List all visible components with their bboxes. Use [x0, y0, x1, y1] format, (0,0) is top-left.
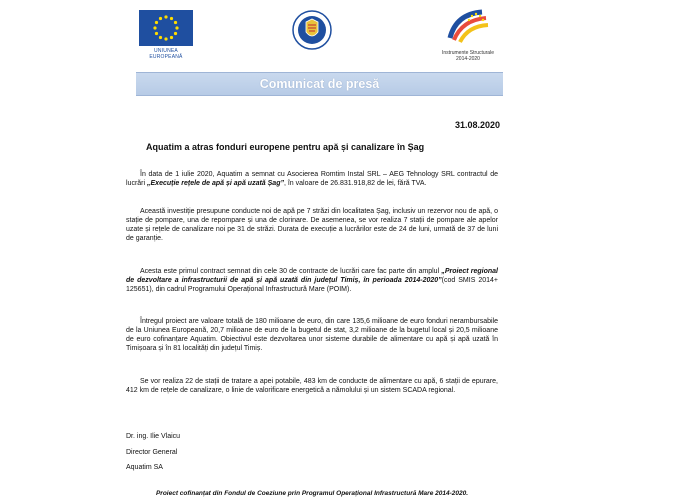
structural-instruments-icon: [446, 8, 490, 44]
paragraph-project-value: Întregul proiect are valoare totală de 180 milioane de euro, din care 135,6 milioane de euro fonduri nerambursabile de la Uniunea Europeană, 20,7 milioane de euro de la bugetul de stat, 3,2 milioane de la bugetul local și 20,5 milioane de euro cofinanțare Aquatim. Obiectivul este dezvoltarea unor sisteme durabile de alimentare cu apă și apă uzată în Timișoara și în 81 localități din județul Timiș.: [126, 318, 498, 352]
paragraph-works-summary: Se vor realiza 22 de stații de tratare a apei potabile, 483 km de conducte de alimentare cu apă, 6 stații de epurare, 412 km de rețele de canalizare, o linie de valorificare energetică a nămolului și un sistem SCADA regional.: [126, 378, 498, 394]
release-date: 31.08.2020: [454, 120, 500, 130]
eu-star-icon: [164, 37, 167, 40]
footer-cofinancing-note: Proiect cofinanțat din Fondul de Coeziune prin Programul Operațional Infrastructură Mare 2014-2020.: [155, 490, 469, 497]
signatory-name: Dr. ing. Ilie Vlaicu: [126, 433, 181, 440]
banner-title: Comunicat de presă: [259, 77, 380, 91]
press-release-banner: [136, 72, 503, 96]
signatory-company: Aquatim SA: [126, 464, 163, 471]
structural-instruments-label: Instrumente Structurale 2014-2020: [442, 50, 494, 62]
eu-star-icon: [170, 36, 173, 39]
eu-star-icon: [153, 26, 156, 29]
signatory-role: Director General: [126, 449, 178, 456]
paragraph-regional-project: Acesta este primul contract semnat din cele 30 de contracte de lucrări care fac parte din amplul „Proiect regional de dezvoltare a infrastructurii de apă și apă uzată din județul Timiș, în perioada 2014-2020”(cod SMIS 2014+ 125651), din cadrul Programului Operațional Infrastructură Mare (POIM).: [126, 268, 498, 293]
eu-logo-text: UNIUNEA EUROPEANĂ: [149, 48, 183, 60]
eu-star-icon: [159, 17, 162, 20]
structural-instruments-logo: [438, 8, 498, 62]
eu-star-icon: [159, 36, 162, 39]
eu-flag-icon: [139, 10, 193, 46]
logo-header: [0, 6, 696, 66]
eu-logo: [138, 10, 194, 60]
eu-star-icon: [155, 21, 158, 24]
eu-star-icon: [155, 32, 158, 35]
eu-star-icon: [174, 32, 177, 35]
paragraph-contract: În data de 1 iulie 2020, Aquatim a semnat cu Asocierea Romtim Instal SRL – AEG Tehnology SRL contractul de lucrări „Execuție rețele de apă și apă uzată Șag”, în valoare de 26.831.918,82 de lei, fără TVA.: [126, 171, 498, 187]
eu-star-icon: [164, 15, 167, 18]
eu-star-icon: [174, 21, 177, 24]
government-crest-icon: [292, 10, 332, 50]
eu-star-icon: [170, 17, 173, 20]
eu-star-icon: [175, 26, 178, 29]
paragraph-investment: Această investiție presupune conducte noi de apă pe 7 străzi din localitatea Șag, inclusiv un rezervor nou de apă, o stație de pompare, una de repompare și una de clorinare. De asemenea, se vor realiza 7 stații de pompare ale apelor uzate și rețele de canalizare noi pe 31 de străzi. Durata de execuție a lucrărilor este de 24 de luni, urmată de 37 de luni de garanție.: [126, 208, 498, 242]
press-title: Aquatim a atras fonduri europene pentru apă și canalizare în Șag: [146, 142, 425, 152]
